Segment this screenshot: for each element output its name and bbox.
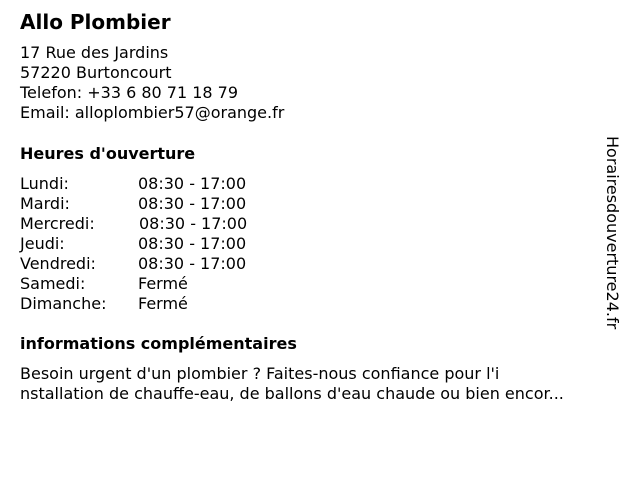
time-value: 08:30 - 17:00 [138, 194, 247, 213]
time-value: 08:30 - 17:00 [138, 174, 247, 193]
day-label: Jeudi: [20, 234, 65, 253]
day-label: Lundi: [20, 174, 69, 193]
day-label: Mardi: [20, 194, 70, 213]
contact-block [20, 43, 284, 123]
time-value: Fermé [138, 274, 188, 293]
time-value: 08:30 - 17:00 [138, 234, 247, 253]
email-address: Email: alloplombier57@orange.fr [20, 103, 285, 122]
site-watermark: Horairesdouverture24.fr [603, 136, 622, 330]
opening-hours-heading: Heures d'ouverture [20, 144, 196, 163]
additional-info-text [20, 364, 610, 404]
additional-info-heading: informations complémentaires [20, 334, 297, 353]
day-label: Mercredi: [20, 214, 95, 233]
day-label: Vendredi: [20, 254, 96, 273]
day-label: Dimanche: [20, 294, 107, 313]
address-city: 57220 Burtoncourt [20, 63, 172, 82]
time-value: 08:30 - 17:00 [139, 214, 248, 233]
address-street: 17 Rue des Jardins [20, 43, 169, 62]
description-line-2: nstallation de chauffe-eau, de ballons d'eau chaude ou bien encor... [20, 384, 564, 403]
description-line-1: Besoin urgent d'un plombier ? Faites-nous confiance pour l'i [20, 364, 500, 383]
phone-number: Telefon: +33 6 80 71 18 79 [20, 83, 239, 102]
business-name: Allo Plombier [20, 10, 171, 34]
day-label: Samedi: [20, 274, 86, 293]
time-value: Fermé [138, 294, 188, 313]
time-value: 08:30 - 17:00 [138, 254, 247, 273]
